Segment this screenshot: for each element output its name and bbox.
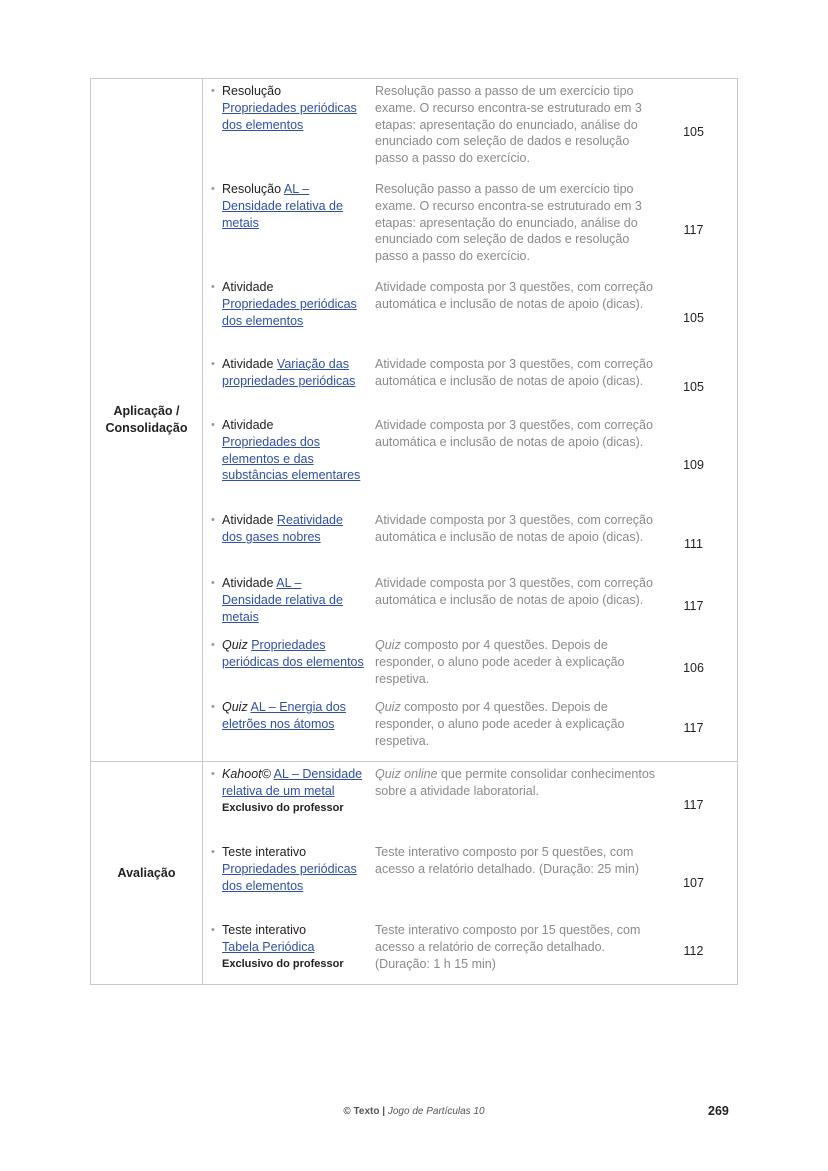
bullet-icon: • xyxy=(211,183,215,195)
table-row xyxy=(203,83,737,181)
bullet-icon: • xyxy=(211,85,215,97)
resource-cell xyxy=(203,356,368,417)
description: Resolução passo a passo de um exercício tipo exame. O recurso encontra-se estruturado em 3 etapas: apresentação do enunciado, análise do enunciado com seleção de dados e resolução passo a passo do exercício. xyxy=(375,84,642,166)
resource-type: Atividade xyxy=(222,280,274,294)
resource-link[interactable]: Propriedades periódicas dos elementos xyxy=(222,296,357,328)
section-title-line2: Consolidação xyxy=(105,421,188,435)
section-rows xyxy=(203,762,737,984)
page-ref: 117 xyxy=(683,798,704,812)
page-ref: 117 xyxy=(683,223,704,237)
table-row xyxy=(203,766,737,844)
section-title-line1: Avaliação xyxy=(117,865,176,880)
description xyxy=(368,699,658,757)
description: Atividade composta por 3 questões, com correção automática e inclusão de notas de apoio (dicas). xyxy=(375,513,653,544)
page-ref: 109 xyxy=(683,457,704,472)
exclusive-note: Exclusivo do professor xyxy=(222,957,344,970)
resource-cell xyxy=(203,575,368,637)
page-ref: 105 xyxy=(683,310,704,325)
bullet-icon: • xyxy=(211,639,215,651)
resource-type: Atividade xyxy=(222,418,274,432)
description: Resolução passo a passo de um exercício tipo exame. O recurso encontra-se estruturado em 3 etapas: apresentação do enunciado, análise do enunciado com seleção de dados e resolução passo a passo do exercício. xyxy=(375,182,642,264)
resource-cell xyxy=(203,181,368,279)
section-avaliacao xyxy=(91,761,737,984)
resources-table xyxy=(90,78,738,985)
page-ref: 111 xyxy=(683,536,703,551)
page-ref: 105 xyxy=(683,379,704,394)
footer-copyright: © Texto xyxy=(343,1106,380,1117)
description: Teste interativo composto por 15 questões, com acesso a relatório de correção detalhado. (Duração: 1 h 15 min) xyxy=(375,923,641,971)
bullet-icon: • xyxy=(211,924,215,936)
section-title-line1: Aplicação / xyxy=(113,404,180,418)
resource-link[interactable]: AL – Densidade relativa de um metal xyxy=(222,767,363,798)
page-ref: 117 xyxy=(683,721,704,735)
resource-link[interactable]: Propriedades dos elementos e das substâncias elementares xyxy=(222,434,361,483)
section-aplicacao xyxy=(91,79,737,761)
description xyxy=(368,766,658,844)
resource-link[interactable]: AL – Densidade relativa de metais xyxy=(222,182,343,230)
description: Atividade composta por 3 questões, com correção automática e inclusão de notas de apoio (dicas). xyxy=(375,280,653,311)
resource-cell xyxy=(203,766,368,844)
resource-link[interactable]: Propriedades periódicas dos elementos xyxy=(222,638,364,669)
table-row xyxy=(203,844,737,922)
exclusive-note: Exclusivo do professor xyxy=(222,801,344,814)
page-number: 269 xyxy=(708,1104,729,1118)
table-row xyxy=(203,417,737,512)
page-ref: 106 xyxy=(683,661,704,675)
page-ref: 117 xyxy=(683,599,704,613)
bullet-icon: • xyxy=(211,358,215,370)
table-row xyxy=(203,279,737,356)
page-ref: 107 xyxy=(683,876,704,890)
resource-cell xyxy=(203,83,368,181)
resource-link[interactable]: Propriedades periódicas dos elementos xyxy=(222,861,357,893)
table-row xyxy=(203,637,737,699)
resource-type: Atividade xyxy=(222,576,274,590)
description xyxy=(368,637,658,699)
description: Atividade composta por 3 questões, com correção automática e inclusão de notas de apoio (dicas). xyxy=(375,357,653,388)
resource-cell xyxy=(203,512,368,575)
resource-cell xyxy=(203,279,368,356)
footer-book-title: Jogo de Partículas 10 xyxy=(387,1106,485,1117)
bullet-icon: • xyxy=(211,514,215,526)
resource-cell xyxy=(203,699,368,757)
table-row xyxy=(203,922,737,980)
resource-type: Quiz xyxy=(222,700,248,714)
description: Atividade composta por 3 questões, com correção automática e inclusão de notas de apoio (dicas). xyxy=(375,576,653,607)
resource-type: Quiz xyxy=(222,638,248,652)
page-ref: 105 xyxy=(683,125,704,139)
description-text: que permite consolidar conhecimentos sobre a atividade laboratorial. xyxy=(375,767,656,798)
table-row xyxy=(203,181,737,279)
description: Teste interativo composto por 5 questões, com acesso a relatório detalhado. (Duração: 25 min) xyxy=(375,845,640,876)
bullet-icon: • xyxy=(211,768,215,780)
table-row xyxy=(203,699,737,757)
table-row xyxy=(203,575,737,637)
resource-cell xyxy=(203,922,368,980)
bullet-icon: • xyxy=(211,577,215,589)
description-text: composto por 4 questões. Depois de responder, o aluno pode aceder à explicação respetiva. xyxy=(375,638,625,686)
resource-type: Teste interativo xyxy=(222,923,307,937)
description: Atividade composta por 3 questões, com correção automática e inclusão de notas de apoio (dicas). xyxy=(375,418,653,449)
bullet-icon: • xyxy=(211,701,215,713)
section-rows xyxy=(203,79,737,761)
footer-separator: | xyxy=(382,1106,386,1117)
description-text: composto por 4 questões. Depois de responder, o aluno pode aceder à explicação respetiva. xyxy=(375,700,625,748)
section-title xyxy=(91,79,203,761)
resource-cell xyxy=(203,417,368,512)
bullet-icon: • xyxy=(211,419,215,431)
footer-credit xyxy=(0,1106,828,1117)
resource-type: Resolução xyxy=(222,182,282,196)
resource-cell xyxy=(203,844,368,922)
resource-cell xyxy=(203,637,368,699)
resource-link[interactable]: Propriedades periódicas dos elementos xyxy=(222,100,357,132)
resource-link[interactable]: AL – Densidade relativa de metais xyxy=(222,576,343,624)
table-row xyxy=(203,512,737,575)
page-ref: 112 xyxy=(683,944,704,958)
resource-link[interactable]: Variação das propriedades periódicas xyxy=(222,357,356,388)
bullet-icon: • xyxy=(211,846,215,858)
resource-link[interactable]: AL – Energia dos eletrões nos átomos xyxy=(222,700,346,731)
resource-type: Teste interativo xyxy=(222,845,307,859)
table-row xyxy=(203,356,737,417)
description-italic: Quiz xyxy=(375,700,401,714)
resource-link[interactable]: Reatividade dos gases nobres xyxy=(222,513,343,544)
description-italic: Quiz xyxy=(375,638,401,652)
resource-type: Kahoot© xyxy=(222,767,271,781)
resource-link[interactable]: Tabela Periódica xyxy=(222,939,315,954)
resource-type: Resolução xyxy=(222,84,282,98)
section-title xyxy=(91,762,203,984)
resource-type: Atividade xyxy=(222,357,274,371)
bullet-icon: • xyxy=(211,281,215,293)
description-italic: Quiz online xyxy=(375,767,438,781)
resource-type: Atividade xyxy=(222,513,274,527)
